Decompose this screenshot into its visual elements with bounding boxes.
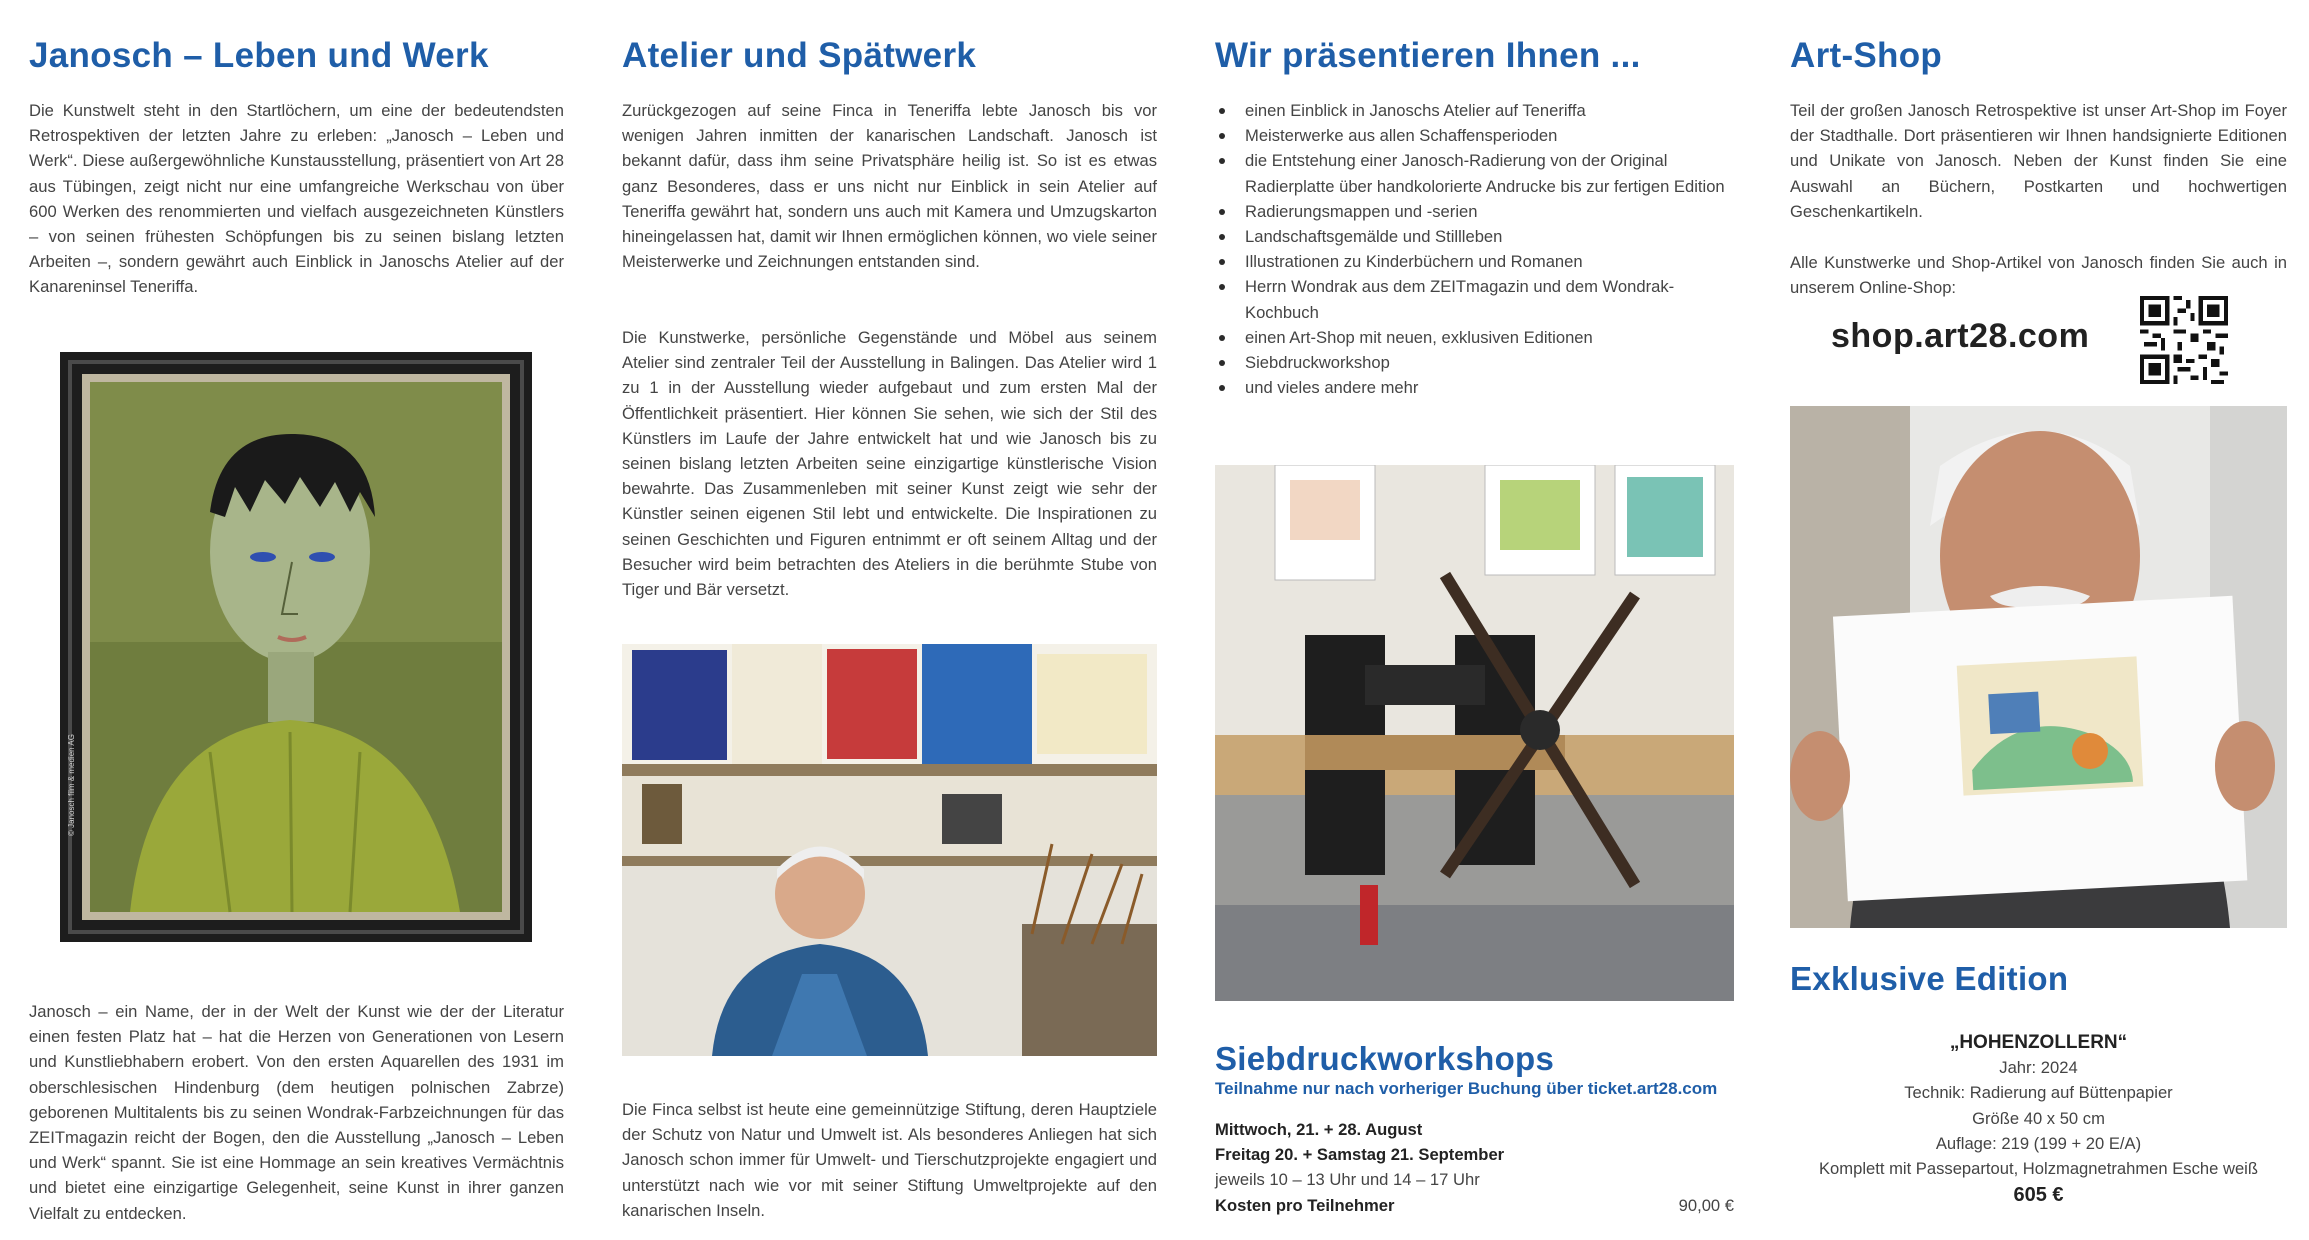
workshop-cost-label: Kosten pro Teilnehmer	[1215, 1195, 1395, 1215]
painting-credit: © Janosch film & medien AG	[67, 734, 76, 836]
heading-exklusive-edition: Exklusive Edition	[1790, 960, 2069, 997]
list-item: Radierungsmappen und -serien	[1215, 199, 1734, 224]
art-shop-paragraph-1: Teil der großen Janosch Retrospektive ist unser Art-Shop im Foyer der Stadthalle. Dort präsentieren wir Ihnen handsignierte Editionen und Unikate von Janosch. Neben der Kunst finden Sie eine Auswahl an Büchern, Postkarten und hochwertigen Geschenkartikeln.	[1790, 101, 2287, 221]
workshop-times: jeweils 10 – 13 Uhr und 14 – 17 Uhr	[1215, 1170, 1480, 1190]
list-item: Siebdruckworkshop	[1215, 350, 1734, 375]
edition-price: 605 €	[2013, 1184, 2064, 1207]
column-leben-und-werk	[29, 0, 564, 1240]
edition-framing: Komplett mit Passepartout, Holzmagnetrahmen Esche weiß	[1818, 1159, 2258, 1179]
atelier-paragraph-2: Die Kunstwerke, persönliche Gegenstände und Möbel aus seinem Atelier sind zentraler Teil der Ausstellung in Balingen. Das Atelier wird 1 zu 1 in der Ausstellung wieder aufgebaut und zum ersten Mal der Öffentlichkeit präsentiert. Hier können Sie sehen, wie sich der Stil des Künstlers im Laufe der Jahre entwickelt hat und wie Janosch bis zu seinen bislang letzten Arbeiten seine einzigartige künstlerische Vision bewahrte. Das Zusammenleben mit seiner Kunst zeigt wie sehr der Künstler seinen eigenen Stil lebt und entwickelte. Die Inspirationen zu seinen Geschichten und Figuren entnimmt er oft seinem Alltag und der Besucher wird beim betrachten des Ateliers in die berühmte Stube von Tiger und Bär versetzt.	[622, 328, 1157, 600]
janosch-with-edition-photo	[1790, 406, 2287, 928]
list-item: Illustrationen zu Kinderbüchern und Romanen	[1215, 249, 1734, 274]
list-item: einen Einblick in Janoschs Atelier auf Teneriffa	[1215, 98, 1734, 123]
atelier-paragraph-1: Zurückgezogen auf seine Finca in Teneriffa lebte Janosch bis vor wenigen Jahren inmitten der kanarischen Landschaft. Janosch ist bekannt dafür, dass ihm seine Privatsphäre heilig ist. So ist es etwas ganz Besonderes, dass er uns nicht nur Einblick in sein Atelier auf Teneriffa gewährt hat, sondern uns auch mit Kamera und Umzugskarton hineingelassen hat, damit wir Ihnen ermöglichen können, wo viele seiner Meisterwerke und Zeichnungen entstanden sind.	[622, 101, 1157, 272]
portrait-painting-image	[60, 352, 532, 942]
list-item: Landschaftsgemälde und Stillleben	[1215, 224, 1734, 249]
janosch-atelier-photo	[622, 644, 1157, 1056]
workshop-booking-note: Teilnahme nur nach vorheriger Buchung über ticket.art28.com	[1215, 1079, 1718, 1098]
heading-wir-praesentieren: Wir präsentieren Ihnen ...	[1215, 36, 1641, 75]
heading-leben-und-werk: Janosch – Leben und Werk	[29, 36, 489, 75]
edition-details	[1790, 1030, 2287, 1208]
column-wir-praesentieren	[1215, 0, 1734, 1240]
workshop-date-2: Freitag 20. + Samstag 21. September	[1215, 1145, 1505, 1165]
intro-paragraph: Die Kunstwelt steht in den Startlöchern, um eine der bedeutendsten Retrospektiven der letzten Jahre zu erleben: „Janosch – Leben und Werk“. Diese außergewöhnliche Kunstausstellung, präsentiert von Art 28 aus Tübingen, zeigt nicht nur eine umfangreiche Werkschau von über 600 Werken des renommierten und vielfach ausgezeichneten Künstlers – von seinen frühesten Schöpfungen bis zu seinen bislang letzten Arbeiten –, sondern gewährt auch Einblick in Janoschs Atelier auf der Kanareninsel Teneriffa.	[29, 101, 564, 297]
list-item: und vieles andere mehr	[1215, 375, 1734, 400]
column-atelier	[622, 0, 1157, 1240]
qr-code-icon[interactable]	[2140, 296, 2228, 384]
workshop-date-1: Mittwoch, 21. + 28. August	[1215, 1120, 1423, 1139]
presentation-list	[1215, 98, 1734, 400]
heading-art-shop: Art-Shop	[1790, 36, 1943, 75]
art-shop-paragraph-2: Alle Kunstwerke und Shop-Artikel von Janosch finden Sie auch in unserem Online-Shop:	[1790, 253, 2287, 298]
list-item: die Entstehung einer Janosch-Radierung von der Original Radierplatte über handkolorierte Andrucke bis zur fertigen Edition	[1215, 148, 1734, 198]
list-item: Herrn Wondrak aus dem ZEITmagazin und dem Wondrak-Kochbuch	[1215, 274, 1734, 324]
workshop-cost-row	[1215, 1193, 1734, 1218]
edition-size: Größe 40 x 50 cm	[1972, 1108, 2105, 1128]
edition-run: Auflage: 219 (199 + 20 E/A)	[1935, 1133, 2142, 1153]
edition-year: Jahr: 2024	[1999, 1058, 2078, 1078]
heading-siebdruckworkshops: Siebdruckworkshops	[1215, 1040, 1555, 1077]
column-art-shop	[1790, 0, 2287, 1240]
list-item: Meisterwerke aus allen Schaffensperioden	[1215, 123, 1734, 148]
workshop-schedule	[1215, 1117, 1734, 1218]
edition-title: „HOHENZOLLERN“	[1949, 1032, 2128, 1053]
etching-press-photo	[1215, 465, 1734, 1001]
workshop-cost-value: 90,00 €	[1678, 1195, 1734, 1215]
outro-paragraph: Janosch – ein Name, der in der Welt der Kunst wie der der Literatur einen festen Platz hat – hat die Herzen von Generationen von Lesern und Kunstliebhabern erobert. Von den ersten Aquarellen des 1931 im oberschlesischen Hindenburg (dem heutigen polnischen Zabrze) geborenen Multitalents bis zu seinen Wondrak-Farbzeichnungen für das ZEITmagazin reicht der Bogen, den die Ausstellung „Janosch – Leben und Werk“ spannt. Sie ist eine Hommage an sein kreatives Vermächtnis und bietet eine einzigartige Gelegenheit, seine Kunst in ihrer ganzen Vielfalt zu entdecken.	[29, 1002, 564, 1223]
atelier-paragraph-3: Die Finca selbst ist heute eine gemeinnützige Stiftung, deren Hauptziele der Schutz von Natur und Umwelt ist. Als besonderes Anliegen hat sich Janosch schon immer für Umwelt- und Tierschutzprojekte engagiert und unterstützt nach wie vor mit seiner Stiftung Umweltprojekte auf den kanarischen Inseln.	[622, 1100, 1157, 1220]
heading-atelier: Atelier und Spätwerk	[622, 36, 977, 75]
shop-url-link[interactable]: shop.art28.com	[1831, 317, 2090, 355]
list-item: einen Art-Shop mit neuen, exklusiven Editionen	[1215, 325, 1734, 350]
edition-technique: Technik: Radierung auf Büttenpapier	[1904, 1083, 2173, 1103]
